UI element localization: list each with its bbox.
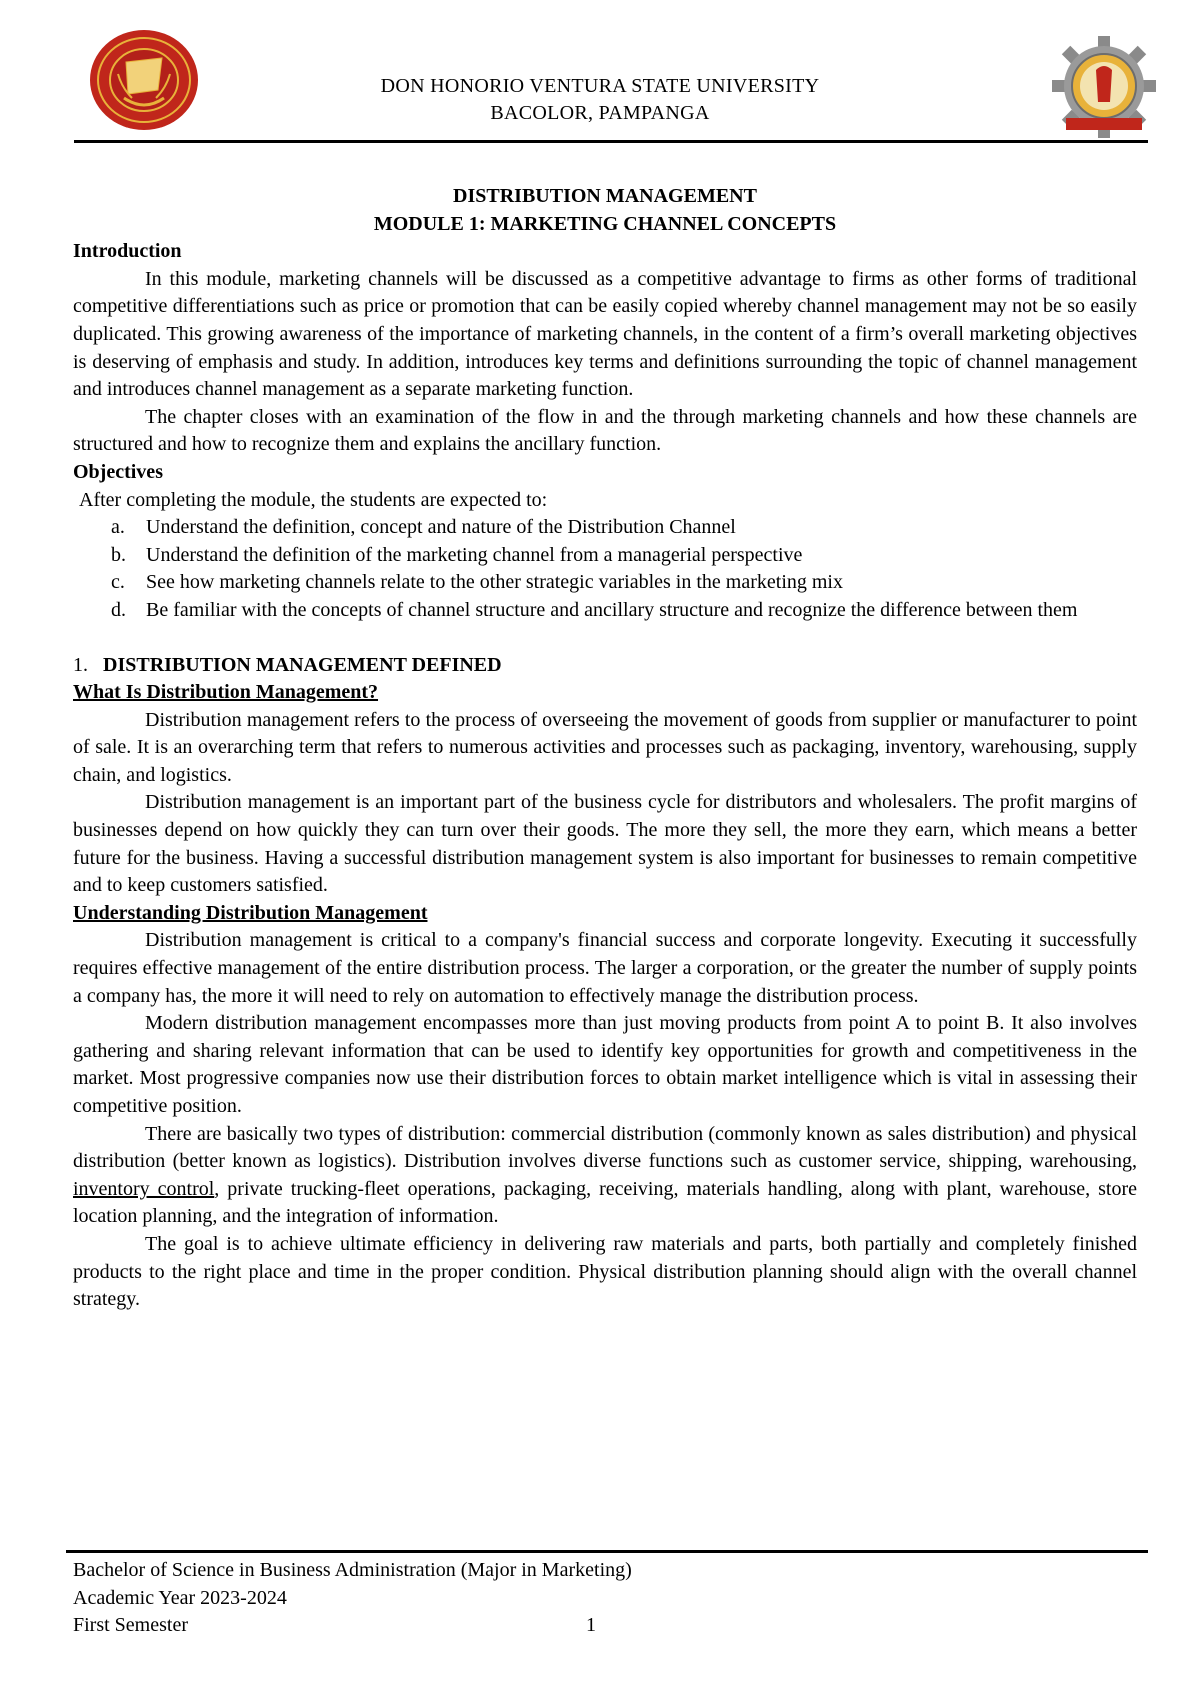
objective-text: See how marketing channels relate to the other strategic variables in the marketing mix xyxy=(146,571,843,594)
footer-divider xyxy=(66,1550,1148,1553)
objective-item xyxy=(73,542,1137,570)
objective-marker: a. xyxy=(111,516,125,539)
objective-item xyxy=(73,514,1137,542)
footer xyxy=(73,1557,632,1640)
introduction-paragraph: In this module, marketing channels will be discussed as a competitive advantage to firms as other forms of traditional competitive differentiations such as price or promotion that can be easily copied whereby channel management may not be so easily duplicated. This growing awareness of the importance of marketing channels, in the content of a firm’s overall marketing objectives is deserving of emphasis and study. In addition, introduces key terms and definitions surrounding the topic of channel management and introduces channel management as a separate marketing function. xyxy=(73,267,1137,401)
introduction-paragraph: The chapter closes with an examination of the flow in and the through marketing channels and how these channels are structured and how to recognize them and explains the ancillary function. xyxy=(73,405,1137,456)
body-paragraph: The goal is to achieve ultimate efficiency in delivering raw materials and parts, both partially and completely finished products to the right place and time in the proper condition. Physical distribution planning should align with the overall channel strategy. xyxy=(73,1232,1137,1311)
document-body xyxy=(73,183,1137,1314)
paragraph-text: , private trucking-fleet operations, packaging, receiving, materials handling, along with plant, warehouse, store location planning, and the integration of information. xyxy=(73,1177,1137,1228)
university-name: DON HONORIO VENTURA STATE UNIVERSITY xyxy=(380,75,820,97)
header-divider xyxy=(74,140,1148,143)
course-title: DISTRIBUTION MANAGEMENT xyxy=(453,185,757,207)
objective-marker: d. xyxy=(111,598,126,621)
body-paragraph: Distribution management is an important part of the business cycle for distributors and wholesalers. The profit margins of businesses depend on how quickly they can turn over their goods. The more they sell, the more they earn, which means a better future for the business. Having a successful distribution management system is also important for businesses to remain competitive and to keep customers satisfied. xyxy=(73,791,1137,897)
subsection-heading: Understanding Distribution Management xyxy=(73,901,428,924)
university-location: BACOLOR, PAMPANGA xyxy=(490,102,710,124)
objective-marker: b. xyxy=(111,543,126,566)
body-paragraph: Distribution management is critical to a company's financial success and corporate longevity. Executing it successfully requires effective management of the entire distribution process. The larger a corporation, or the greater the number of supply points a company has, the more it will need to rely on automation to effectively manage the distribution process. xyxy=(73,929,1137,1007)
college-gear-seal-icon xyxy=(1052,36,1156,140)
objective-text: Understand the definition, concept and nature of the Distribution Channel xyxy=(146,516,736,539)
university-seal-icon xyxy=(88,28,200,132)
subsection-heading: What Is Distribution Management? xyxy=(73,681,379,704)
section-number: 1. xyxy=(73,653,88,676)
section-heading xyxy=(73,652,1137,680)
body-paragraph xyxy=(73,1121,1137,1231)
introduction-heading: Introduction xyxy=(73,240,182,263)
page-number: 1 xyxy=(586,1614,596,1636)
objectives-list xyxy=(73,514,1137,624)
objective-text: Be familiar with the concepts of channel structure and ancillary structure and recognize the difference between them xyxy=(146,598,1078,621)
module-title: MODULE 1: MARKETING CHANNEL CONCEPTS xyxy=(373,212,837,235)
objective-text: Understand the definition of the marketing channel from a managerial perspective xyxy=(146,543,803,566)
body-paragraph: Distribution management refers to the process of overseeing the movement of goods from supplier or manufacturer to point of sale. It is an overarching term that refers to numerous activities and processes such as packaging, inventory, warehousing, supply chain, and logistics. xyxy=(73,708,1137,786)
objectives-heading: Objectives xyxy=(73,460,163,483)
objective-item xyxy=(73,597,1137,625)
body-paragraph: Modern distribution management encompasses more than just moving products from point A to point B. It also involves gathering and sharing relevant information that can be used to identify key opportunities for growth and competitiveness in the market. Most progressive companies now use their distribution forces to obtain market intelligence which is vital in assessing their competitive position. xyxy=(73,1012,1137,1117)
footer-year: Academic Year 2023-2024 xyxy=(73,1586,287,1609)
objective-item xyxy=(73,569,1137,597)
footer-semester: First Semester xyxy=(73,1614,188,1637)
objectives-lead: After completing the module, the students are expected to: xyxy=(79,488,548,511)
objective-marker: c. xyxy=(111,571,125,594)
inventory-control-link[interactable]: inventory control xyxy=(73,1177,215,1200)
footer-program: Bachelor of Science in Business Administration (Major in Marketing) xyxy=(73,1559,632,1581)
section-title: DISTRIBUTION MANAGEMENT DEFINED xyxy=(103,653,502,676)
paragraph-text: There are basically two types of distribution: commercial distribution (commonly known as sales distribution) and physical distribution (better known as logistics). Distribution involves diverse functions such as customer service, shipping, warehousing, xyxy=(73,1122,1137,1173)
